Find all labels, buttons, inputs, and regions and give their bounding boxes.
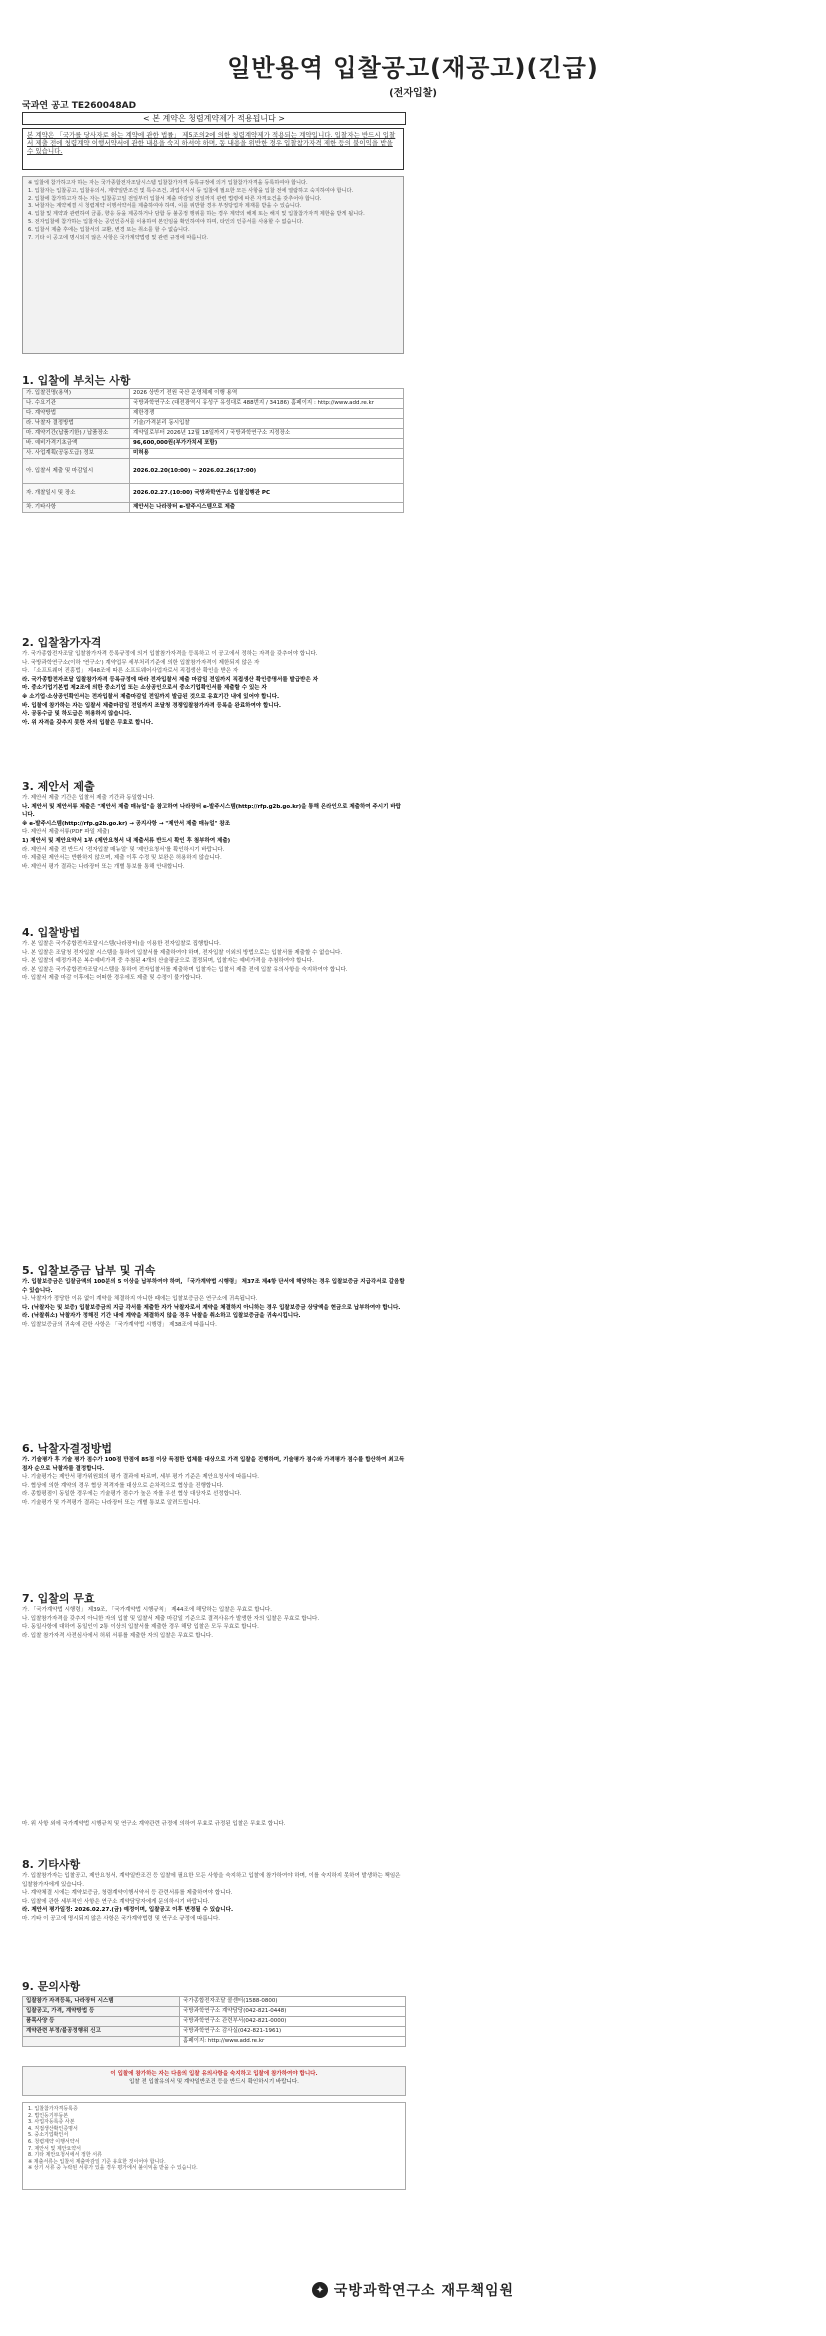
row-key: [23, 2037, 180, 2047]
row-value: 96,600,000원(부가가치세 포함): [130, 439, 404, 449]
row-value: 제한경쟁: [130, 409, 404, 419]
gray-line: 7. 기타 이 공고에 명시되지 않은 사항은 국가계약법령 및 관련 규정에 따릅니다.: [28, 234, 209, 241]
body-line: 마. 제출된 제안서는 반환하지 않으며, 제출 이후 수정 및 보완은 허용하지 않습니다.: [22, 855, 222, 862]
body-line: 나. 국방과학연구소(이하 '연구소') 계약업무 세부처리기준에 의한 입찰참가자격이 제한되지 않은 자: [22, 659, 260, 666]
table-row: [23, 459, 404, 484]
list-item: 1. 입찰참가자격등록증: [28, 2106, 78, 2112]
list-item: 8. 기타 제안요청서에서 정한 서류: [28, 2152, 102, 2159]
section-6-title: 6. 낙찰자결정방법: [22, 1442, 113, 1455]
body-line: 라. 본 입찰은 국가종합전자조달시스템을 통하여 전자입찰서를 제출하며 입찰자는 입찰서 제출 전에 입찰 유의사항을 숙지하여야 합니다.: [22, 966, 348, 973]
section-8-title: 8. 기타사항: [22, 1858, 81, 1871]
section-7-body: [22, 1606, 406, 1640]
row-key: 자. 개찰일시 및 장소: [23, 484, 130, 503]
body-line: ※ e-발주시스템(http://rfp.g2b.go.kr) → 공지사항 → "제안서 제출 매뉴얼" 참조: [22, 820, 231, 827]
body-line: 라. 제안서 평가일정: 2026.02.27.(금) 예정이며, 입찰공고 이후 변경될 수 있습니다.: [22, 1907, 234, 1914]
table-row: [23, 2037, 406, 2047]
table-row: [23, 449, 404, 459]
list-item: 2. 법인등기부등본: [28, 2112, 69, 2119]
row-value: 계약일로부터 2026년 12월 18일까지 / 국방과학연구소 지정장소: [130, 429, 404, 439]
body-line: 나. 계약체결 시에는 계약보증금, 청렴계약이행서약서 등 관련서류를 제출하여야 합니다.: [22, 1890, 233, 1897]
final-notice-box: [22, 2066, 406, 2096]
footer: [0, 2280, 826, 2300]
body-line: 마. 입찰보증금의 귀속에 관한 사항은 「국가계약법 시행령」 제38조에 따릅니다.: [22, 1321, 217, 1328]
section-4-body: [22, 940, 406, 983]
body-line: 다. 본 입찰의 예정가격은 복수예비가격 중 추첨된 4개의 산술평균으로 결정되며, 입찰자는 예비가격을 추첨하여야 합니다.: [22, 958, 314, 965]
row-value: 국방과학연구소 관련부서(042-821-0000): [180, 2017, 406, 2027]
integrity-banner: < 본 계약은 청렴계약제가 적용됩니다 >: [22, 112, 406, 125]
row-value: 국방과학연구소 계약담당(042-821-0448): [180, 2007, 406, 2017]
body-line: 다. 동일사항에 대하여 동일인이 2통 이상의 입찰서를 제출한 경우 해당 입찰은 모두 무효로 합니다.: [22, 1624, 259, 1631]
body-line: 라. 입찰 참가자격 사전심사에서 허위 서류를 제출한 자의 입찰은 무효로 합니다.: [22, 1632, 213, 1639]
body-line: 가. 「국가계약법 시행령」 제39조, 「국가계약법 시행규칙」 제44조에 해당하는 입찰은 무효로 합니다.: [22, 1607, 272, 1613]
row-value: 2026.02.20(10:00) ~ 2026.02.26(17:00): [130, 459, 404, 484]
gray-line: 4. 입찰 및 계약과 관련하여 금품, 향응 등을 제공하거나 담합 등 불공정 행위를 하는 경우 계약의 해제 또는 해지 및 입찰참가자격 제한을 받게 됩니다.: [28, 211, 365, 218]
table-row: [23, 399, 404, 409]
gray-line: ※ 입찰에 참가하고자 하는 자는 국가종합전자조달시스템 입찰참가자격 등록규정에 의거 입찰참가자격을 등록하여야 합니다.: [28, 180, 308, 186]
section-5-title: 5. 입찰보증금 납부 및 귀속: [22, 1264, 156, 1277]
gray-line: 3. 낙찰자는 계약체결 시 청렴계약 이행서약서를 제출하여야 하며, 이를 위반할 경우 부정당업자 제재를 받을 수 있습니다.: [28, 203, 302, 210]
agency-name: 국방과학연구소 재무책임원: [333, 2283, 515, 2299]
row-key: 계약관련 부정/불공정행위 신고: [23, 2027, 180, 2037]
list-item: 7. 제안서 및 제안요약서: [28, 2145, 82, 2152]
gray-line: 2. 입찰에 참가하고자 하는 자는 입찰공고일 전일부터 입찰서 제출 마감일 전일까지 관련 법령에 따른 자격요건을 갖추어야 합니다.: [28, 195, 322, 202]
section-6-body: [22, 1456, 406, 1508]
list-item: ※ 제출서류는 입찰서 제출마감일 기준 유효한 것이어야 합니다.: [28, 2158, 166, 2165]
body-line: 아. 위 자격을 갖추지 못한 자의 입찰은 무효로 합니다.: [22, 719, 154, 726]
final-line-2: 입찰 전 입찰유의서 및 계약일반조건 등을 반드시 확인하시기 바랍니다.: [129, 2079, 299, 2085]
body-line: 라. 종합평점이 동일한 경우에는 기술평가 점수가 높은 자를 우선 협상 대상자로 선정합니다.: [22, 1491, 242, 1498]
body-line: 가. 본 입찰은 국가종합전자조달시스템(나라장터)을 이용한 전자입찰로 집행합니다.: [22, 941, 221, 947]
notice-gray-box: [22, 176, 404, 354]
table-row: [23, 439, 404, 449]
intro-text: 본 계약은 「국가를 당사자로 하는 계약에 관한 법률」 제5조의2에 의한 청렴계약제가 적용되는 계약입니다. 입찰자는 반드시 입찰서 제출 전에 청렴계약 이행서약서에 관한 내용을 숙지 하셔야 하며, 동 내용을 위반한 경우 입찰참가자격 제한 등의 불이익을 받을 수 있습니다.: [27, 131, 396, 155]
body-line: 가. 입찰보증금은 입찰금액의 100분의 5 이상을 납부하여야 하며, 「국가계약법 시행령」 제37조 제4항 단서에 해당하는 경우 입찰보증금 지급각서로 갈음할 수 있습니다.: [22, 1279, 405, 1294]
section-8-body: [22, 1872, 406, 1924]
body-line: 나. 입찰참가자격을 갖추지 아니한 자의 입찰 및 입찰서 제출 마감일 기준으로 결격사유가 발생한 자의 입찰은 무효로 합니다.: [22, 1615, 320, 1622]
final-line-1: 이 입찰에 참가하는 자는 다음의 입찰 유의사항을 숙지하고 입찰에 참가하여야 합니다.: [110, 2071, 318, 2077]
table-row: [23, 2007, 406, 2017]
row-key: 다. 계약방법: [23, 409, 130, 419]
section-5-body: [22, 1278, 406, 1330]
body-line: 라. (낙찰취소) 낙찰자가 정해진 기간 내에 계약을 체결하지 않을 경우 낙찰을 취소하고 입찰보증금을 귀속시킵니다.: [22, 1313, 301, 1320]
required-docs-box: [22, 2102, 406, 2190]
table-row: [23, 1997, 406, 2007]
list-item: 3. 사업자등록증 사본: [28, 2119, 75, 2126]
agency-logo-icon: ✦: [312, 2282, 328, 2298]
row-key: 라. 낙찰자 결정방법: [23, 419, 130, 429]
body-line: 다. 「소프트웨어 진흥법」 제48조에 따른 소프트웨어사업자로서 직접생산 확인을 받은 자: [22, 668, 239, 675]
body-line: 나. 기술평가는 제안서 평가위원회의 평가 결과에 따르며, 세부 평가 기준은 제안요청서에 따릅니다.: [22, 1474, 259, 1481]
row-value: 국가종합전자조달 콜센터(1588-0800): [180, 1997, 406, 2007]
body-line: 마. 위 사항 외에 국가계약법 시행규칙 및 연구소 계약관련 규정에 의하여 무효로 규정된 입찰은 무효로 합니다.: [22, 1821, 286, 1827]
body-line: 다. 협상에 의한 계약의 경우 협상 적격자를 대상으로 순차적으로 협상을 진행합니다.: [22, 1482, 224, 1489]
body-line: 마. 기타 이 공고에 명시되지 않은 사항은 국가계약법령 및 연구소 규정에 따릅니다.: [22, 1915, 221, 1922]
table-row: [23, 409, 404, 419]
row-value: 제안서는 나라장터 e-발주시스템으로 제출: [130, 503, 404, 513]
list-item: 6. 청렴계약 이행서약서: [28, 2138, 80, 2145]
body-line: 마. 입찰서 제출 마감 이후에는 어떠한 경우에도 제출 및 수정이 불가합니다.: [22, 975, 203, 982]
body-line: 다. (낙찰자는 및 보증) 입찰보증금의 지급 각서를 제출한 자가 낙찰자로서 계약을 체결하지 아니하는 경우 입찰보증금 상당액을 현금으로 납부하여야 합니다.: [22, 1304, 401, 1311]
row-value: 홈페이지: http://www.add.re.kr: [180, 2037, 406, 2047]
row-value: 2026 상반기 전원 국산 운영체제 이행 용역: [130, 389, 404, 399]
table-row: [23, 503, 404, 513]
row-key: 품목사양 등: [23, 2017, 180, 2027]
body-line: 바. 제안서 평가 결과는 나라장터 또는 개별 통보를 통해 안내합니다.: [22, 863, 185, 870]
gray-line: 6. 입찰서 제출 후에는 입찰서의 교환, 변경 또는 취소를 할 수 없습니다.: [28, 226, 190, 233]
body-line: 다. 입찰에 관한 세부적인 사항은 연구소 계약담당자에게 문의하시기 바랍니다.: [22, 1898, 210, 1905]
list-item: 5. 중소기업확인서: [28, 2132, 69, 2139]
row-value: 기술/가격분리 동시입찰: [130, 419, 404, 429]
row-value: 국방과학연구소 감사실(042-821-1961): [180, 2027, 406, 2037]
section-2-title: 2. 입찰참가자격: [22, 636, 102, 649]
body-line: 나. 제안서 및 제안서류 제출은 "제안서 제출 매뉴얼"을 참고하여 나라장터 e-발주시스템(http://rfp.g2b.go.kr)을 통해 온라인으로 제출하여 주시기 바랍니다.: [22, 803, 401, 819]
body-line: 가. 국가종합전자조달 입찰참가자격 등록규정에 의거 입찰참가자격을 등록하고 이 공고에서 정하는 자격을 갖추어야 합니다.: [22, 651, 318, 657]
row-key: 입찰공고, 가격, 계약방법 등: [23, 2007, 180, 2017]
body-line: 나. 본 입찰은 조달청 전자입찰 시스템을 통하여 입찰서를 제출하여야 하며, 전자입찰 이외의 방법으로는 입찰서를 제출할 수 없습니다.: [22, 949, 343, 956]
body-line: 사. 공동수급 및 하도급은 허용하지 않습니다.: [22, 711, 132, 718]
bid-info-table: [22, 388, 404, 513]
row-key: 차. 기타사항: [23, 503, 130, 513]
row-value: 2026.02.27.(10:00) 국방과학연구소 입찰집행관 PC: [130, 484, 404, 503]
section-4-title: 4. 입찰방법: [22, 926, 81, 939]
page-title: 일반용역 입찰공고(재공고)(긴급): [227, 54, 599, 82]
body-line: 마. 중소기업기본법 제2조에 의한 중소기업 또는 소상공인으로서 중소기업확인서를 제출할 수 있는 자: [22, 685, 267, 692]
body-line: 가. 입찰참가자는 입찰공고, 제안요청서, 계약일반조건 등 입찰에 필요한 모든 사항을 숙지하고 입찰에 참가하여야 하며, 이를 숙지하지 못하여 발생하는 책임은 입찰참가자에게 있습니다.: [22, 1873, 401, 1888]
table-row: [23, 484, 404, 503]
row-key: 입찰참가 자격등록, 나라장터 시스템: [23, 1997, 180, 2007]
row-value: 미허용: [130, 449, 404, 459]
section-2-body: [22, 650, 406, 727]
row-key: 아. 입찰서 제출 및 마감일시: [23, 459, 130, 484]
table-row: [23, 2017, 406, 2027]
list-item: ※ 상기 서류 중 누락된 서류가 있을 경우 평가에서 불이익을 받을 수 있습니다.: [28, 2165, 198, 2172]
table-row: [23, 419, 404, 429]
gray-line: 5. 전자입찰에 참가하는 입찰자는 공인인증서를 이용하여 본인임을 확인하여야 하며, 타인의 인증서를 사용할 수 없습니다.: [28, 218, 304, 225]
body-line: ※ 소기업·소상공인확인서는 전자입찰서 제출마감일 전일까지 발급된 것으로 유효기간 내에 있어야 합니다.: [22, 693, 280, 700]
section-9-title: 9. 문의사항: [22, 1980, 81, 1993]
table-row: [23, 429, 404, 439]
section-3-body: [22, 794, 406, 871]
row-value: 국방과학연구소 (대전광역시 유성구 유성대로 488번지 / 34186) 홈페이지 : http://www.add.re.kr: [130, 399, 404, 409]
table-row: [23, 2027, 406, 2037]
body-line: 마. 기술평가 및 가격평가 결과는 나라장터 또는 개별 통보로 알려드립니다.: [22, 1499, 201, 1506]
row-key: 마. 계약기간(납품기한) / 납품장소: [23, 429, 130, 439]
section-1-title: 1. 입찰에 부치는 사항: [22, 374, 131, 387]
body-line: 라. 제안서 제출 전 반드시 '전자입찰 매뉴얼' 및 '제안요청서'를 확인하시기 바랍니다.: [22, 846, 225, 853]
section-3-title: 3. 제안서 제출: [22, 780, 95, 793]
body-line: 나. 낙찰자가 정당한 이유 없이 계약을 체결하지 아니한 때에는 입찰보증금은 연구소에 귀속됩니다.: [22, 1296, 258, 1303]
body-line: 라. 국가종합전자조달 입찰참가자격 등록규정에 따라 전자입찰서 제출 마감일 전일까지 직접생산 확인증명서를 발급받은 자: [22, 676, 319, 683]
page-subtitle: (전자입찰): [389, 88, 437, 99]
row-key: 사. 사업계획(공동도급) 정보: [23, 449, 130, 459]
row-key: 바. 예비가격기초금액: [23, 439, 130, 449]
contact-table: [22, 1996, 406, 2047]
notice-number: 국과연 공고 TE260048AD: [22, 101, 137, 111]
list-item: 4. 직접생산확인증명서: [28, 2125, 78, 2132]
row-key: 가. 입찰건명(용역): [23, 389, 130, 399]
body-line: 1) 제안서 및 제안요약서 1부 (제안요청서 내 제출서류 반드시 확인 후 첨부하여 제출): [22, 837, 231, 844]
intro-box: [22, 128, 404, 170]
body-line: 가. 제안서 제출 기간은 입찰서 제출 기간과 동일합니다.: [22, 795, 155, 801]
table-row: [23, 389, 404, 399]
section-7-note: [22, 1820, 406, 1829]
body-line: 바. 입찰에 참가하는 자는 입찰서 제출마감일 전일까지 조달청 경쟁입찰참가자격 등록을 완료하여야 합니다.: [22, 702, 282, 709]
body-line: 다. 제안서 제출서류(PDF 파일 제출): [22, 829, 110, 836]
section-7-title: 7. 입찰의 무효: [22, 1592, 95, 1605]
row-key: 나. 수요기관: [23, 399, 130, 409]
gray-line: 1. 입찰자는 입찰공고, 입찰유의서, 계약일반조건 및 특수조건, 과업지시서 등 입찰에 필요한 모든 사항을 입찰 전에 열람하고 숙지하여야 합니다.: [28, 187, 354, 194]
body-line: 가. 기술평가 후 기술 평가 점수가 100점 만점에 85점 이상 득점한 업체를 대상으로 가격 입찰을 진행하며, 기술평가 점수와 가격평가 점수를 합산하여 최고득점자 순으로 낙찰자를 결정합니다.: [22, 1457, 405, 1472]
